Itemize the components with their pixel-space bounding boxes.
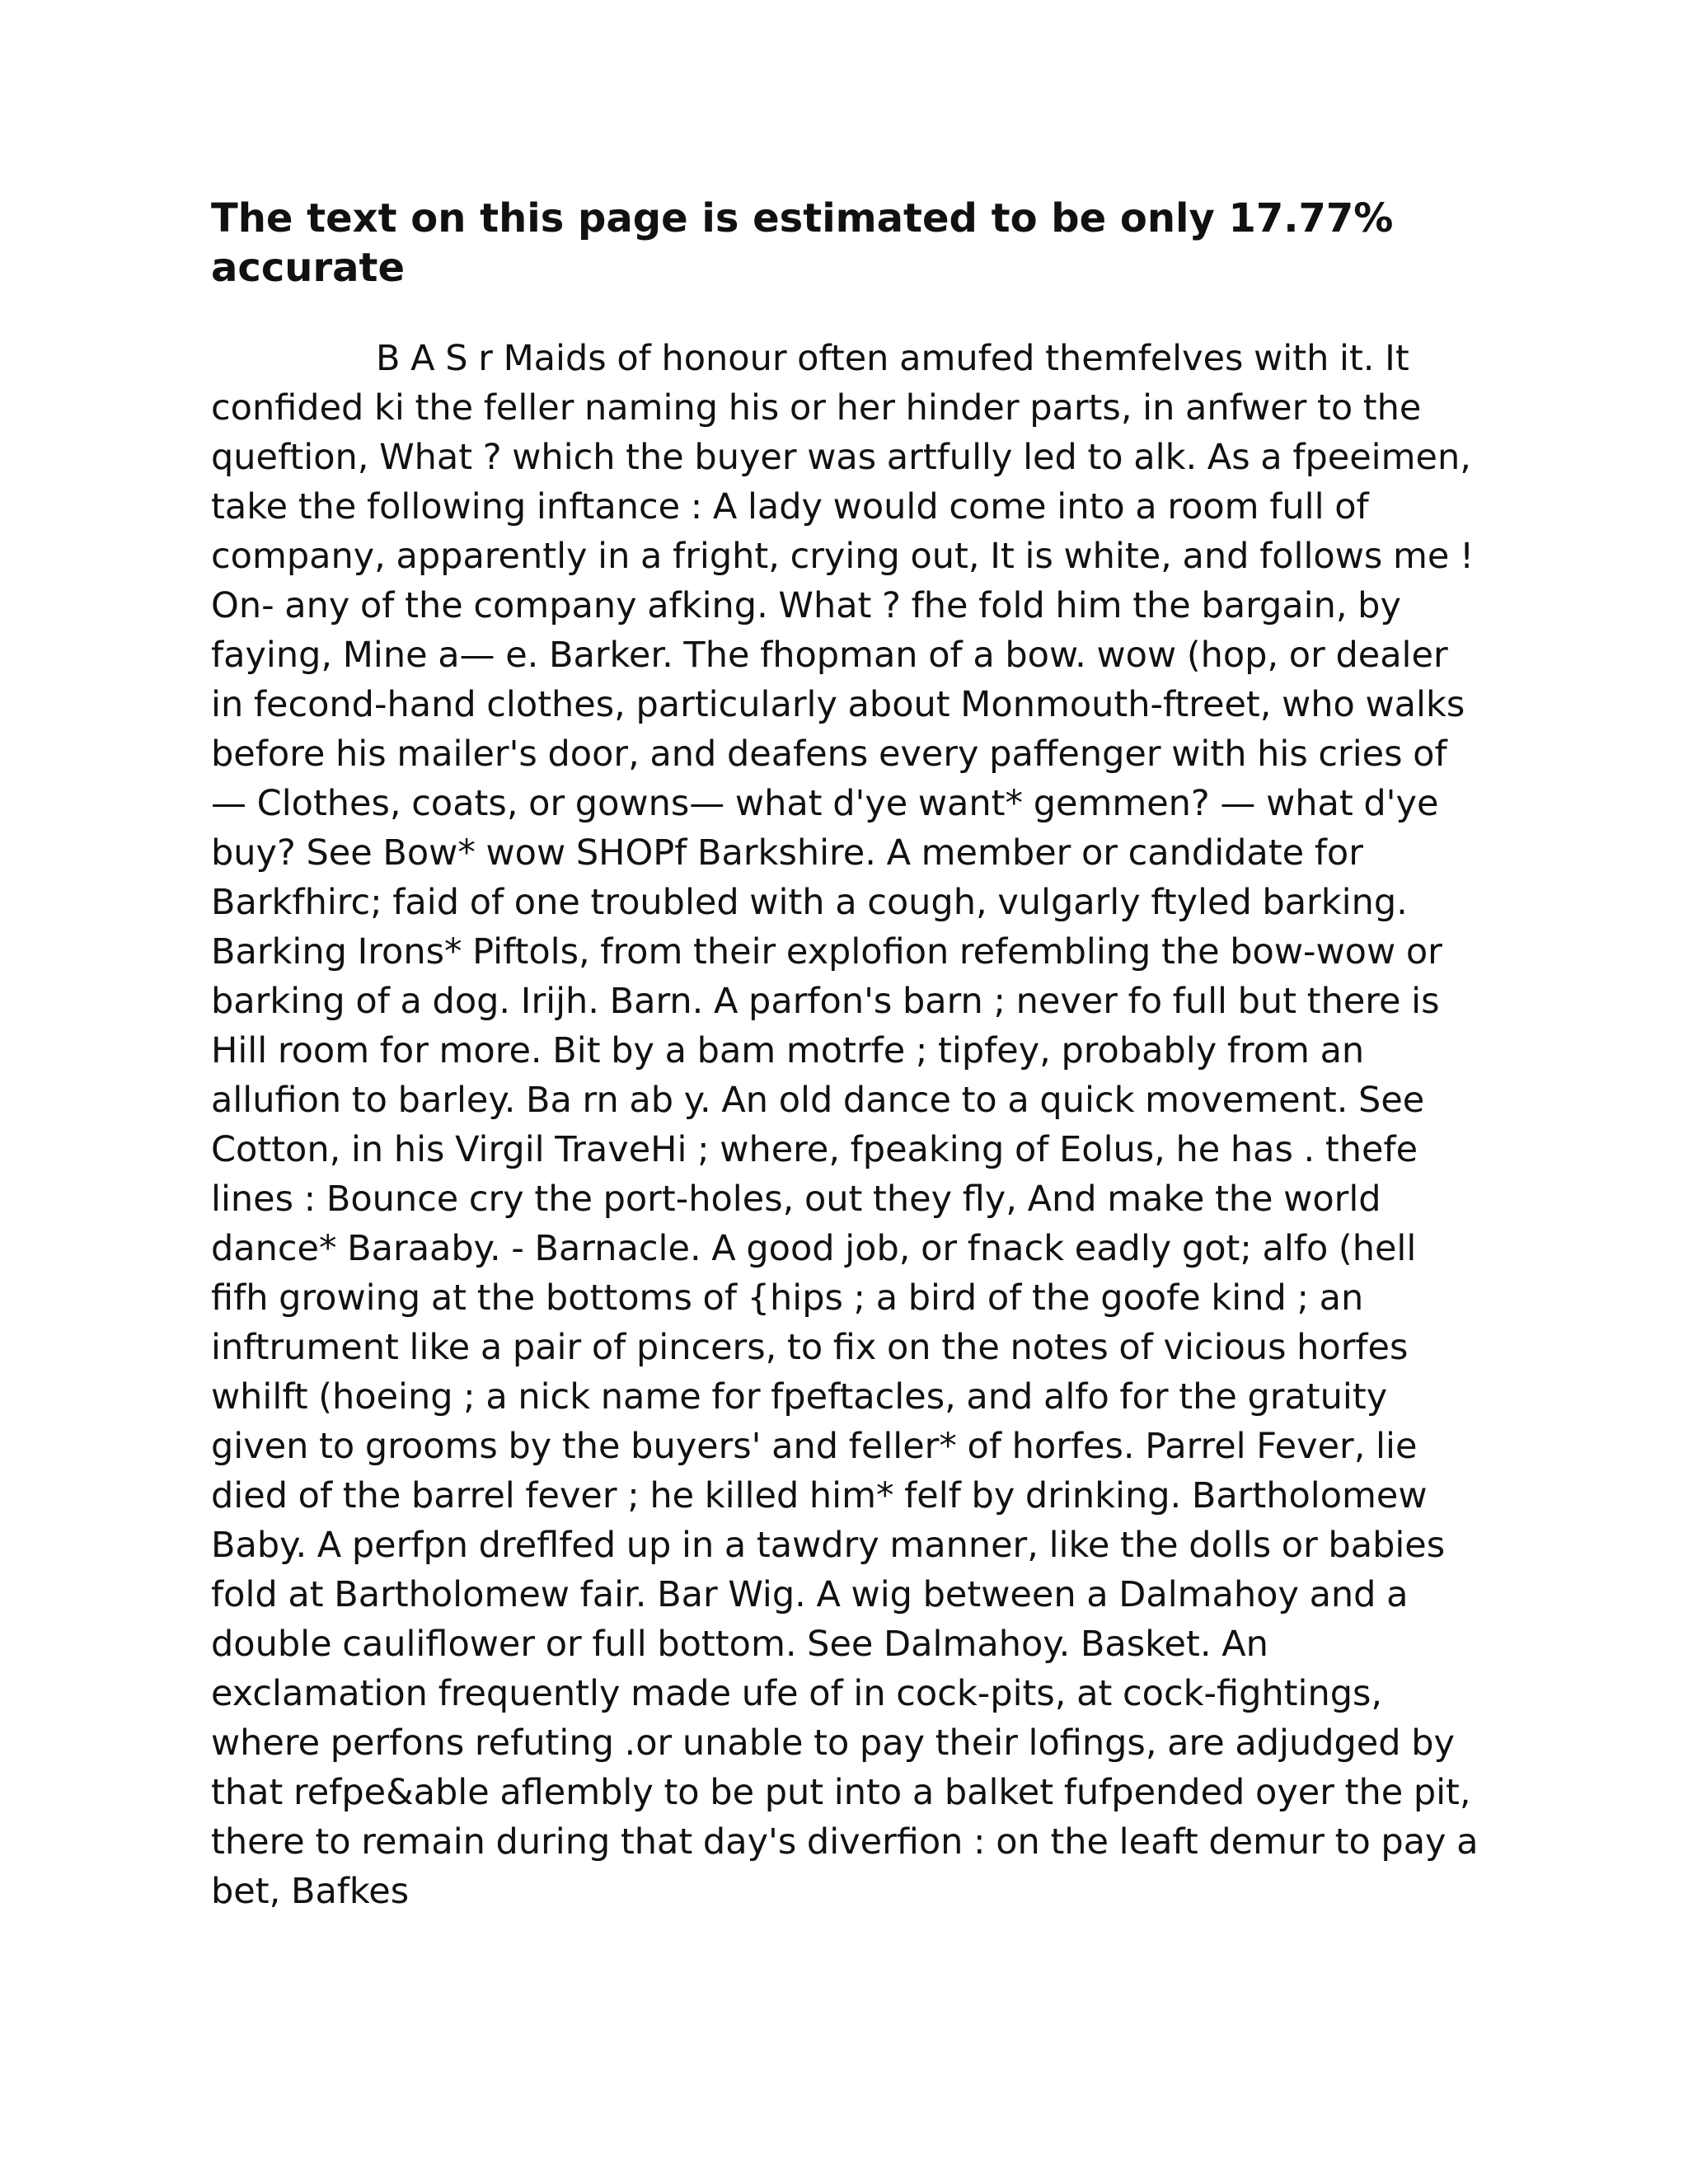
document-page — [211, 194, 1480, 1916]
accuracy-heading: The text on this page is estimated to be only 17.77% accurate — [211, 195, 1394, 291]
ocr-body-text: B A S r Maids of honour often amufed themfelves with it. It confided ki the feller naming his or her hinder parts, in anfwer to the queftion, What ? which the buyer was artfully led to alk. As a fpeeimen, take the following inftance : A lady would come into a room full of company, apparently in a fright, crying out, It is white, and follows me ! On- any of the company afking. What ? fhe fold him the bargain, by faying, Mine a— e. Barker. The fhopman of a bow. wow (hop, or dealer in fecond-hand clothes, particularly about Monmouth-ftreet, who walks before his mailer's door, and deafens every paffenger with his cries of— Clothes, coats, or gowns— what d'ye want* gemmen? — what d'ye buy? See Bow* wow SHOPf Barkshire. A member or candidate for Barkfhirc; faid of one troubled with a cough, vulgarly ftyled barking. Barking Irons* Piftols, from their explofion refembling the bow-wow or barking of a dog. Irijh. Barn. A parfon's barn ; never fo full but there is Hill room for more. Bit by a bam motrfe ; tipfey, probably from an allufion to barley. Ba rn ab y. An old dance to a quick movement. See Cotton, in his Virgil TraveHi ; where, fpeaking of Eolus, he has . thefe lines : Bounce cry the port-holes, out they fly, And make the world dance* Baraaby. - Barnacle. A good job, or fnack eadly got; alfo (hell fifh growing at the bottoms of {hips ; a bird of the goofe kind ; an inftrument like a pair of pincers, to fix on the notes of vicious horfes whilft (hoeing ; a nick name for fpeftacles, and alfo for the gratuity given to grooms by the buyers' and feller* of horfes. Parrel Fever, lie died of the barrel fever ; he killed him* felf by drinking. Bartholomew Baby. A perfpn dreflfed up in a tawdry manner, like the dolls or babies fold at Bartholomew fair. Bar Wig. A wig between a Dalmahoy and a double cauliflower or full bottom. See Dalmahoy. Basket. An exclamation frequently made ufe of in cock-pits, at cock-fightings, where perfons refuting .or unable to pay their lofings, are adjudged by that refpe&able aflembly to be put into a balket fufpended oyer the pit, there to remain during that day's diverfion : on the leaft demur to pay a bet, Bafkes — [211, 338, 1479, 1912]
